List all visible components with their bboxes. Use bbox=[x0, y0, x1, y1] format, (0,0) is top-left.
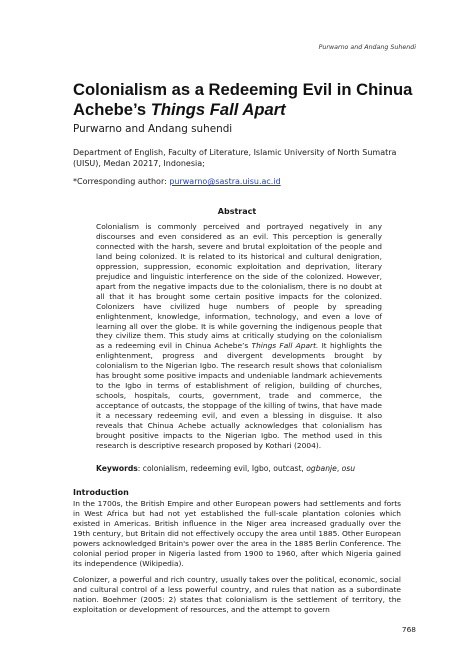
keyword-ogbanje: ogbanje bbox=[306, 464, 337, 473]
article-title bbox=[73, 80, 413, 120]
abstract-text-part1: Colonialism is commonly perceived and portrayed negatively in any discourses and even considered as an evil. This perception is generally connected with the harsh, severe and brutal exploitation of the people and land being colonized. It is related to its historical and cultural denigration, oppression, suppression, economic exploitation and deprivation, literary prejudice and linguistic interference on the side of the colonized. However, apart from the negative impacts due to the colonialism, there is no doubt at all that it has brought some certain positive impacts for the colonized. Colonizers have civilized huge numbers of people by spreading enlightenment, knowledge, information, technology, and even a love of learning all over the globe. It is while governing the indigenous people that they civilize them. This study aims at critically studying on the colonialism as a redeeming evil in Chinua Achebe’s bbox=[96, 222, 382, 351]
corresponding-label: *Corresponding author: bbox=[73, 177, 170, 186]
keywords-label: Keywords bbox=[96, 464, 138, 473]
keyword-osu: osu bbox=[341, 464, 356, 473]
page-number: 768 bbox=[401, 625, 416, 634]
abstract-heading: Abstract bbox=[217, 207, 257, 216]
affiliation: Department of English, Faculty of Literature, Islamic University of North Sumatra (UISU), Medan 20217, Indonesia; bbox=[73, 148, 397, 168]
title-italic: Things Fall Apart bbox=[150, 100, 286, 119]
introduction-paragraph-2: Colonizer, a powerful and rich country, usually takes over the political, economic, social and cultural control of a less powerful country, and rules that nation as a subordinate nation. Boehmer (2005: 2) states that colonialism is the settlement of territory, the exploitation or development of resources, and the attempt to govern bbox=[73, 575, 401, 614]
keywords-text: : colonialism, redeeming evil, Igbo, outcast, bbox=[137, 464, 307, 473]
introduction-paragraph-1: In the 1700s, the British Empire and other European powers had settlements and forts in West Africa but had not yet established the full-scale plantation colonies which existed in Americas. British influence in the Niger area increased gradually over the 19th century, but Britain did not effectively occupy the area until 1885. Other European powers acknowledged Britain's power over the area in the 1885 Berlin Conference. The colonial period proper in Nigeria lasted from 1900 to 1960, after which Nigeria gained its independence (Wikipedia). bbox=[73, 499, 401, 568]
abstract-text-part2: It highlights the enlightenment, progress and divergent developments brought by colonialism to the Nigerian Igbo. The research result shows that colonialism has brought some positive impacts and undeniable landmark achievements to the Igbo in terms of establishment of religion, building of churches, schools, hospitals, courts, government, trade and commerce, the acceptance of outcasts, the stoppage of the killing of twins, that have made it a necessary redeeming evil, and even a blessing in disguise. It also reveals that Chinua Achebe actually acknowledges that colonialism has brought positive impacts to the Nigerian Igbo. The method used in this research is descriptive research proposed by Kothari (2004). bbox=[96, 341, 382, 450]
corresponding-email-link[interactable]: purwarno@sastra.uisu.ac.id bbox=[169, 177, 281, 186]
keywords bbox=[96, 464, 396, 473]
title-main: Colonialism as a Redeeming Evil in Chinua Achebe’s bbox=[73, 80, 413, 119]
running-head: Purwarno and Andang Suhendi bbox=[318, 44, 416, 51]
introduction-heading: Introduction bbox=[73, 488, 129, 497]
abstract-body bbox=[96, 222, 382, 451]
corresponding-author bbox=[73, 177, 281, 186]
abstract-text-italic: Things Fall Apart. bbox=[251, 341, 319, 351]
keywords-separator: , bbox=[336, 464, 342, 473]
authors: Purwarno and Andang suhendi bbox=[73, 123, 233, 135]
